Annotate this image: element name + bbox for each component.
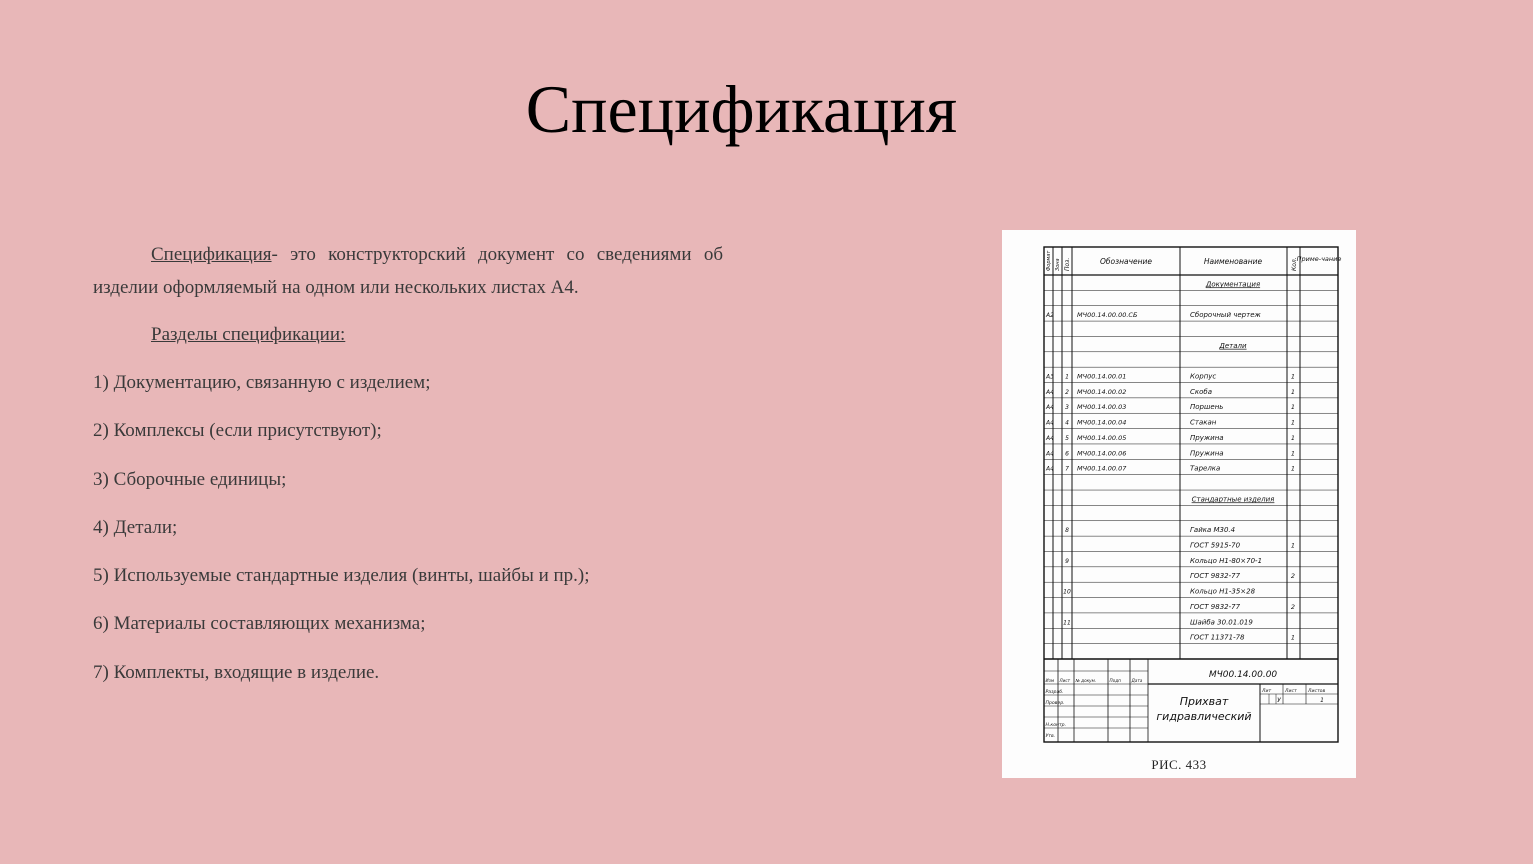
- row-name: Гайка М30.4: [1190, 526, 1236, 535]
- row-quantity: 1: [1290, 387, 1296, 396]
- row-format: А4: [1046, 450, 1054, 458]
- row-quantity: 2: [1290, 602, 1296, 611]
- specification-form-image: [1038, 241, 1344, 746]
- row-quantity: 1: [1290, 633, 1296, 642]
- row-position: 9: [1065, 557, 1069, 565]
- header-name: Наименование: [1203, 257, 1263, 266]
- change-header: Дата: [1131, 678, 1143, 683]
- role-label: Разраб.: [1045, 690, 1064, 695]
- row-name: Пружина: [1190, 433, 1224, 442]
- header-zone: Зона: [1055, 258, 1061, 271]
- row-designation: МЧ00.14.00.06: [1077, 449, 1127, 458]
- row-position: 4: [1065, 419, 1069, 427]
- doc-code: МЧ00.14.00.00: [1208, 670, 1278, 680]
- row-quantity: 1: [1290, 403, 1296, 412]
- row-designation: МЧ00.14.00.04: [1077, 418, 1127, 427]
- sections-list: [93, 366, 723, 690]
- header-qty: Кол.: [1291, 257, 1298, 271]
- definition-paragraph: [93, 238, 723, 304]
- slide-title: Спецификация: [525, 71, 958, 147]
- row-designation: МЧ00.14.00.02: [1077, 387, 1127, 396]
- section-item: 6) Материалы составляющих механизма;: [93, 613, 426, 635]
- role-label: Утв.: [1045, 734, 1056, 739]
- sheet-header: Лист: [1285, 689, 1297, 694]
- row-name: Кольцо Н1-80×70-1: [1190, 556, 1263, 565]
- sheets-total: 1: [1320, 697, 1324, 704]
- sections-heading: Разделы спецификации:: [151, 324, 346, 345]
- row-name: Корпус: [1190, 372, 1217, 381]
- product-name-line2: гидравлический: [1156, 710, 1252, 723]
- row-format: А4: [1046, 419, 1054, 427]
- section-item: 3) Сборочные единицы;: [93, 468, 287, 490]
- sheet-header: Листов: [1308, 689, 1326, 694]
- row-quantity: 1: [1290, 449, 1296, 458]
- product-name-line1: Прихват: [1179, 695, 1229, 708]
- change-header: № докум.: [1075, 678, 1097, 683]
- definition-text: - это конструкторский документ со сведениями об изделии оформляемый на одном или нескольких листах А4.: [93, 244, 723, 298]
- row-format: А3: [1046, 373, 1054, 381]
- row-format: А4: [1046, 404, 1054, 412]
- section-item: 7) Комплекты, входящие в изделие.: [93, 661, 380, 683]
- row-format: А4: [1046, 388, 1054, 396]
- row-quantity: 1: [1290, 418, 1296, 427]
- row-designation: МЧ00.14.00.05: [1077, 433, 1127, 442]
- row-section-heading: Документация: [1205, 280, 1261, 289]
- row-name: Сборочный чертеж: [1190, 311, 1261, 320]
- row-position: 11: [1063, 619, 1071, 627]
- row-quantity: 1: [1290, 433, 1296, 442]
- row-position: 7: [1065, 465, 1069, 473]
- row-position: 8: [1065, 527, 1069, 535]
- row-name: ГОСТ 11371-78: [1190, 633, 1245, 642]
- row-name: Пружина: [1190, 449, 1224, 458]
- row-name: Поршень: [1190, 403, 1224, 412]
- change-header: Изм: [1045, 678, 1055, 683]
- row-name: Стакан: [1190, 418, 1217, 427]
- figure-caption: РИС. 433: [1151, 757, 1207, 772]
- row-position: 3: [1065, 404, 1069, 412]
- row-position: 5: [1065, 434, 1069, 442]
- section-item: 1) Документацию, связанную с изделием;: [93, 372, 431, 393]
- row-name: Тарелка: [1190, 464, 1221, 473]
- role-label: Н.контр.: [1045, 723, 1067, 728]
- change-header: Лист: [1059, 678, 1071, 683]
- row-format: А4: [1046, 465, 1054, 473]
- row-designation: МЧ00.14.00.01: [1077, 372, 1127, 381]
- row-position: 10: [1063, 588, 1071, 596]
- definition-term: Спецификация: [151, 244, 272, 265]
- row-name: ГОСТ 9832-77: [1190, 572, 1241, 581]
- row-name: ГОСТ 5915-70: [1190, 541, 1241, 550]
- header-designation: Обозначение: [1099, 257, 1153, 266]
- row-name: Кольцо Н1-35×28: [1190, 587, 1256, 596]
- row-name: Скоба: [1190, 387, 1213, 396]
- header-pos: Поз.: [1064, 257, 1071, 271]
- section-item: 4) Детали;: [93, 516, 178, 538]
- row-position: 1: [1065, 373, 1069, 381]
- row-quantity: 1: [1290, 372, 1296, 381]
- header-format: Формат: [1046, 250, 1052, 271]
- row-quantity: 1: [1290, 541, 1296, 550]
- row-section-heading: Детали: [1219, 341, 1247, 350]
- letter-value: У: [1277, 697, 1281, 704]
- section-item: 2) Комплексы (если присутствуют);: [93, 420, 382, 442]
- row-position: 2: [1065, 388, 1069, 396]
- row-format: А2: [1046, 312, 1054, 320]
- row-name: ГОСТ 9832-77: [1190, 602, 1241, 611]
- change-header: Подп: [1109, 678, 1121, 683]
- section-item: 5) Используемые стандартные изделия (винты, шайбы и пр.);: [93, 565, 590, 587]
- role-label: Провер.: [1045, 701, 1065, 706]
- row-designation: МЧ00.14.00.07: [1077, 464, 1127, 473]
- slide-body: [93, 238, 723, 704]
- row-designation: МЧ00.14.00.03: [1077, 403, 1127, 412]
- row-quantity: 1: [1290, 464, 1296, 473]
- row-name: Шайба 30.01.019: [1190, 618, 1253, 627]
- row-designation: МЧ00.14.00.00.СБ: [1077, 311, 1138, 320]
- row-position: 6: [1065, 450, 1069, 458]
- row-section-heading: Стандартные изделия: [1191, 495, 1275, 504]
- sheet-header: Лит: [1262, 689, 1272, 694]
- row-format: А4: [1046, 434, 1054, 442]
- row-quantity: 2: [1290, 572, 1296, 581]
- header-note: Приме-чание: [1296, 255, 1342, 263]
